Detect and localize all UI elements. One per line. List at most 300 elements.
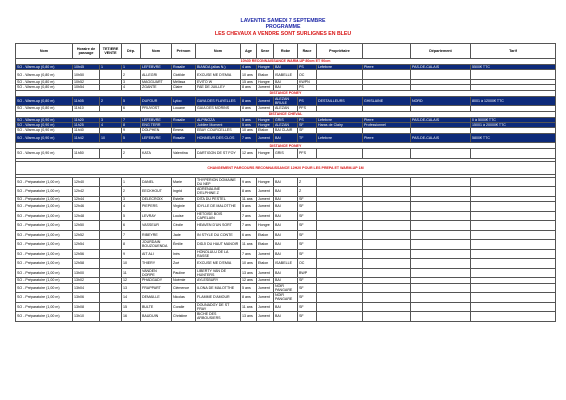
table-cell: 11h20 <box>73 117 100 122</box>
table-cell: Rosalie <box>172 65 196 70</box>
table-cell: 13h08 <box>73 302 100 312</box>
table-cell: Hongre <box>257 122 274 127</box>
table-row <box>16 259 556 269</box>
table-cell <box>411 249 471 259</box>
table-cell: Jument <box>257 249 274 259</box>
table-cell: SF <box>298 211 317 221</box>
table-cell <box>363 202 411 212</box>
table-cell <box>471 149 556 159</box>
table-cell: Hongre <box>257 79 274 84</box>
table-cell: 13 ans <box>241 268 257 278</box>
table-cell: AIT ALI <box>141 249 172 259</box>
table-cell <box>100 302 122 312</box>
table-row-for-sale <box>16 96 556 106</box>
table-cell: PS <box>298 117 317 122</box>
table-row <box>16 149 556 159</box>
table-cell: ALEZAN <box>274 122 298 127</box>
table-cell <box>363 312 411 322</box>
col-header: Tarif <box>471 44 556 59</box>
table-row <box>16 283 556 293</box>
table-cell <box>363 70 411 80</box>
table-cell: Jument <box>257 293 274 303</box>
table-cell: Noémie <box>172 278 196 283</box>
table-row <box>16 202 556 212</box>
table-cell: EXCUSE ME D'EMIA <box>196 70 241 80</box>
table-cell: DITA DU PESTEL <box>196 196 241 201</box>
table-cell <box>411 259 471 269</box>
table-cell: 10h54 <box>73 85 100 90</box>
table-cell: 0 à 5000€ TTC <box>471 117 556 122</box>
table-cell: BAI <box>274 240 298 250</box>
table-cell: Christine <box>172 312 196 322</box>
table-cell: 12h50 <box>73 221 100 231</box>
table-cell <box>411 312 471 322</box>
table-cell: Etalon <box>257 259 274 269</box>
table-cell: SO - Warm-up (0,90 m) <box>16 149 73 159</box>
table-cell: 13h10 <box>73 312 100 322</box>
table-cell: Jument <box>257 278 274 283</box>
col-header: Nom <box>141 44 172 59</box>
table-row <box>16 312 556 322</box>
table-cell: 11 ans <box>241 302 257 312</box>
table-row <box>16 177 556 187</box>
table-cell: SO - Préparatoire (1,00 m) <box>16 202 73 212</box>
col-header: Race <box>298 44 317 59</box>
table-cell: SF <box>298 283 317 293</box>
table-cell: LEFEBVRE <box>141 117 172 122</box>
table-cell: Nicolas <box>172 293 196 303</box>
table-cell: 15001 à 20000€ TTC <box>471 122 556 127</box>
table-cell <box>317 240 363 250</box>
table-cell: Hongre <box>257 65 274 70</box>
table-cell: Lefebvre <box>317 133 363 143</box>
table-cell: Etalon <box>257 128 274 133</box>
table-cell: Pierre <box>363 133 411 143</box>
table-cell: Jument <box>257 202 274 212</box>
table-cell: BAUDUIN <box>141 312 172 322</box>
table-cell: Lyloo <box>172 96 196 106</box>
table-cell: VASSEUR <box>141 221 172 231</box>
table-cell: 8 ans <box>241 106 257 111</box>
table-cell: OC <box>298 259 317 269</box>
table-cell: 12h40 <box>73 177 100 187</box>
table-cell: SO - Warm-up (0,90 m) <box>16 133 73 143</box>
table-cell: BAI <box>274 133 298 143</box>
table-cell: 7 ans <box>241 133 257 143</box>
table-cell: GAYA DES FLAYELLES <box>196 96 241 106</box>
table-cell: 12h46 <box>73 202 100 212</box>
table-cell: 10 <box>100 133 122 143</box>
table-cell <box>317 259 363 269</box>
table-cell: Estelle <box>172 196 196 201</box>
table-cell: 11h10 <box>73 106 100 111</box>
table-cell: THIERY <box>141 259 172 269</box>
table-cell <box>411 240 471 250</box>
col-header: Robe <box>274 44 298 59</box>
table-cell: Mélissa <box>172 79 196 84</box>
table-cell: SO - Préparatoire (1,00 m) <box>16 312 73 322</box>
section-label: 10h30 RECONNAISSANCE WARM-UP 80cm ET 90cm <box>16 59 556 65</box>
table-cell: 11h25 <box>73 122 100 127</box>
table-cell: Jument <box>257 268 274 278</box>
table-cell: ZGANTE <box>141 85 172 90</box>
table-cell <box>317 293 363 303</box>
table-cell: SO - Warm-up (0,80 m) <box>16 96 73 106</box>
table-cell <box>411 293 471 303</box>
section-label: CHANGEMENT PARCOURS RECONNAISSANCE 12H20 POUR LES PREPA ET WARM-UP 1M <box>16 161 556 174</box>
table-cell: BAI <box>274 79 298 84</box>
table-cell: ISABELLE <box>274 70 298 80</box>
table-cell: SO - Préparatoire (1,00 m) <box>16 268 73 278</box>
table-cell: DOUNADGY DE ST FRAY <box>196 302 241 312</box>
table-cell: BAI <box>274 312 298 322</box>
table-cell: DEMAILLE <box>141 293 172 303</box>
table-cell: Jument <box>257 283 274 293</box>
table-cell: DESTAILLEURS <box>317 96 363 106</box>
table-cell: Ingrid <box>172 187 196 197</box>
table-cell: SO - Préparatoire (1,00 m) <box>16 221 73 231</box>
table-cell <box>100 249 122 259</box>
table-cell: 10 <box>122 259 141 269</box>
table-cell <box>100 177 122 187</box>
table-cell: SO - Warm-up (0,80 m) <box>16 65 73 70</box>
table-cell: 3 <box>100 117 122 122</box>
table-cell <box>411 70 471 80</box>
table-cell: 11h50 <box>73 149 100 159</box>
table-cell: ILONA DE MALOTTHE <box>196 283 241 293</box>
table-cell: BAI <box>274 230 298 240</box>
table-cell: 8 <box>122 240 141 250</box>
table-cell <box>471 312 556 322</box>
table-cell: 11h05 <box>73 96 100 106</box>
table-cell <box>100 268 122 278</box>
table-cell <box>363 187 411 197</box>
table-cell: Jument <box>257 211 274 221</box>
table-cell <box>363 177 411 187</box>
table-cell: SO - Warm-up (0,80 m) <box>16 70 73 80</box>
table-cell: BAI <box>274 202 298 212</box>
table-cell: Émilie <box>172 240 196 250</box>
table-row <box>16 268 556 278</box>
table-cell <box>317 177 363 187</box>
table-cell: 12h42 <box>73 187 100 197</box>
table-cell: GHISLAINE <box>363 96 411 106</box>
table-cell: BIANDA (alias N.) <box>196 65 241 70</box>
table-cell: Jument <box>257 96 274 106</box>
col-header: Département <box>411 44 471 59</box>
table-cell: Professionnel <box>363 122 411 127</box>
table-cell: Jument <box>257 187 274 197</box>
table-cell: IDYLLE DE MALOTTHE <box>196 202 241 212</box>
table-cell: Clémence <box>172 283 196 293</box>
table-cell: 13h02 <box>73 278 100 283</box>
col-header: Propriétaire <box>317 44 363 59</box>
table-cell: TF <box>298 133 317 143</box>
table-cell: SO - Préparatoire (1,00 m) <box>16 211 73 221</box>
table-cell <box>411 302 471 312</box>
table-cell: 12 <box>122 278 141 283</box>
table-cell: PIEPERS <box>141 202 172 212</box>
col-header: Sexe <box>257 44 274 59</box>
table-cell <box>363 259 411 269</box>
table-cell: 9 <box>122 249 141 259</box>
table-cell <box>363 283 411 293</box>
table-cell <box>471 202 556 212</box>
table-cell: Emma <box>172 128 196 133</box>
table-cell: 12h58 <box>73 259 100 269</box>
col-header: Nom <box>16 44 73 59</box>
table-header-row <box>16 44 556 59</box>
table-cell: BAI <box>274 187 298 197</box>
table-cell <box>317 211 363 221</box>
table-cell: 1 <box>122 177 141 187</box>
table-cell: ALEZAN <box>274 106 298 111</box>
table-cell: LEFEBVRE <box>141 133 172 143</box>
table-cell <box>363 293 411 303</box>
table-cell: LIBERTY VAN DE HUNTERS <box>196 268 241 278</box>
table-cell: HONOLULU DE LA RASSE <box>196 249 241 259</box>
table-cell: Lefebvre <box>317 117 363 122</box>
col-header: Horaire de passage <box>73 44 100 59</box>
table-cell: 15 <box>122 302 141 312</box>
table-cell: 9 ans <box>241 177 257 187</box>
table-cell: PS <box>298 96 317 106</box>
table-cell: HETOISE BOIS CAPELAIN <box>196 211 241 221</box>
table-cell <box>411 221 471 231</box>
table-cell: Valentina <box>172 149 196 159</box>
table-cell <box>411 230 471 240</box>
table-cell: Hongre <box>257 177 274 187</box>
table-cell: 8 ans <box>241 187 257 197</box>
table-cell: 7 ans <box>241 211 257 221</box>
table-cell: 12h56 <box>73 249 100 259</box>
table-cell: Jument <box>257 196 274 201</box>
table-cell <box>317 149 363 159</box>
section-label: DISTANCE PONEY <box>16 143 556 149</box>
table-cell: 3 <box>122 79 141 84</box>
table-cell: 12h52 <box>73 230 100 240</box>
table-cell: DELECROIX <box>141 196 172 201</box>
table-cell: 2 <box>122 187 141 197</box>
table-cell: 5 <box>122 133 141 143</box>
table-cell: PS <box>298 65 317 70</box>
event-title: LAVENTIE SAMEDI 7 SEPTEMBRE <box>240 18 326 24</box>
table-cell <box>100 211 122 221</box>
table-row <box>16 249 556 259</box>
col-header: TETIERE VENTE <box>100 44 122 59</box>
table-cell: 8001 à 12000€ TTC <box>471 96 556 106</box>
table-cell: 5 <box>122 96 141 106</box>
table-cell: 7 <box>122 117 141 122</box>
table-cell: SF <box>298 312 317 322</box>
table-cell <box>471 70 556 80</box>
table-cell: PAS-DE-CALAIS <box>411 133 471 143</box>
table-row <box>16 70 556 80</box>
table-cell: 6 <box>122 221 141 231</box>
table-cell: Clotilde <box>172 70 196 80</box>
table-cell: EECKHOUT <box>141 187 172 197</box>
table-cell: SO - Warm-up (0,80 m) <box>16 106 73 111</box>
table-cell: 1 <box>100 65 122 70</box>
table-cell: 7 ans <box>241 221 257 231</box>
table-cell <box>411 211 471 221</box>
table-cell: SF <box>298 240 317 250</box>
table-cell: 16 <box>122 312 141 322</box>
table-cell <box>100 187 122 197</box>
table-cell: 5 ans <box>241 122 257 127</box>
table-cell: 11 <box>122 268 141 278</box>
table-cell <box>317 230 363 240</box>
table-cell: Louane <box>172 106 196 111</box>
table-cell: 5800€ TTC <box>471 133 556 143</box>
table-cell: Hongre <box>257 149 274 159</box>
table-cell: 8 ans <box>241 96 257 106</box>
table-cell: EBAY COURCELLES <box>196 128 241 133</box>
table-row <box>16 230 556 240</box>
table-cell <box>363 211 411 221</box>
col-header: Nom <box>196 44 241 59</box>
table-cell: MAGGUART <box>141 79 172 84</box>
table-cell <box>363 221 411 231</box>
table-cell: 12 ans <box>241 149 257 159</box>
table-cell: SO - Préparatoire (1,00 m) <box>16 283 73 293</box>
table-cell: 5 <box>122 211 141 221</box>
table-cell: SF <box>298 202 317 212</box>
table-cell: BAI <box>274 221 298 231</box>
table-cell: PS <box>298 85 317 90</box>
table-cell: Marie <box>172 177 196 187</box>
table-cell: 5 ans <box>241 283 257 293</box>
table-cell: BAI <box>274 249 298 259</box>
table-cell: ENG TERR <box>141 122 172 127</box>
table-cell: 7 <box>122 230 141 240</box>
table-cell: BAI <box>274 65 298 70</box>
table-cell: KATA <box>141 149 172 159</box>
table-cell: 8 ans <box>241 85 257 90</box>
table-cell <box>100 149 122 159</box>
table-cell: 5500€ TTC <box>471 65 556 70</box>
table-cell <box>471 268 556 278</box>
table-cell: GRIS <box>274 149 298 159</box>
table-cell <box>363 249 411 259</box>
table-cell: Haras de Clairy <box>317 122 363 127</box>
table-cell: NOIR PANGARE <box>274 293 298 303</box>
col-header: Age <box>241 44 257 59</box>
table-cell: Jument <box>257 302 274 312</box>
table-cell: Jument <box>257 85 274 90</box>
table-cell: Hongre <box>257 117 274 122</box>
table-cell: EVITO W <box>196 79 241 84</box>
table-cell: BAI <box>274 268 298 278</box>
table-cell: Inès <box>172 249 196 259</box>
table-cell: SO - Préparatoire (1,00 m) <box>16 278 73 283</box>
table-cell: THYPERION DOMAINE DU NEP <box>196 177 241 187</box>
table-cell: 14 <box>122 293 141 303</box>
table-cell: 13h04 <box>73 283 100 293</box>
table-cell: 10h45 <box>73 65 100 70</box>
table-cell: NOIR PANGARE <box>274 283 298 293</box>
table-cell: PFS <box>298 149 317 159</box>
table-cell: SF <box>298 278 317 283</box>
table-cell: PHADGADY <box>141 278 172 283</box>
table-cell: SF <box>298 221 317 231</box>
col-header <box>363 44 411 59</box>
table-cell: JOURDAIN BOUZOUENDA <box>141 240 172 250</box>
table-cell: FRAPPART <box>141 283 172 293</box>
table-cell: 15 ans <box>241 79 257 84</box>
table-cell: 6 <box>122 106 141 111</box>
table-cell: AYLESBURY <box>196 278 241 283</box>
table-cell: SO - Préparatoire (1,00 m) <box>16 240 73 250</box>
table-cell: 6 ans <box>241 230 257 240</box>
table-cell <box>100 259 122 269</box>
table-cell: DANEL <box>141 177 172 187</box>
table-cell: KWPN <box>298 79 317 84</box>
table-cell: SF <box>298 230 317 240</box>
table-cell <box>471 230 556 240</box>
table-cell <box>471 187 556 197</box>
section-row <box>16 161 556 174</box>
table-cell <box>471 302 556 312</box>
table-cell: ISABELLE <box>274 259 298 269</box>
table-cell: 12h44 <box>73 196 100 201</box>
table-cell: Rosalie <box>172 117 196 122</box>
table-cell: ALLEGRI <box>141 70 172 80</box>
table-cell: Rosalie <box>172 133 196 143</box>
table-cell: GRIS <box>274 117 298 122</box>
table-cell: 2 <box>100 96 122 106</box>
table-cell: Cécile <box>172 221 196 231</box>
table-cell: SF <box>298 293 317 303</box>
table-cell: 9 <box>122 128 141 133</box>
table-cell: FLAMME D'AMOUR <box>196 293 241 303</box>
table-cell: SO - Préparatoire (1,00 m) <box>16 187 73 197</box>
table-cell: NORD <box>411 96 471 106</box>
table-cell: 13 <box>122 283 141 293</box>
table-row-for-sale <box>16 133 556 143</box>
table-cell: DOLPHEN <box>141 128 172 133</box>
table-cell: IN STYLE DU CONTE <box>196 230 241 240</box>
table-cell: SO - Préparatoire (1,00 m) <box>16 302 73 312</box>
table-cell: ALEZAN BRULE <box>274 96 298 106</box>
table-cell: Pierre <box>363 65 411 70</box>
table-cell <box>100 293 122 303</box>
table-cell <box>471 283 556 293</box>
table-cell: Hongre <box>257 221 274 231</box>
table-cell <box>411 202 471 212</box>
table-cell: 4 <box>100 122 122 127</box>
section-label: DISTANCE PONEY <box>16 90 556 96</box>
table-row <box>16 211 556 221</box>
table-cell: SO - Préparatoire (1,00 m) <box>16 196 73 201</box>
table-cell <box>317 202 363 212</box>
table-cell <box>471 240 556 250</box>
table-cell: BULTE <box>141 302 172 312</box>
table-cell: 2 <box>122 149 141 159</box>
table-cell: Zoé <box>172 259 196 269</box>
table-cell: 12h48 <box>73 211 100 221</box>
table-cell <box>363 230 411 240</box>
table-cell: Lefebvre <box>317 65 363 70</box>
table-cell: BAI CLAIR <box>274 128 298 133</box>
table-cell: SO - Préparatoire (1,00 m) <box>16 293 73 303</box>
table-cell: 8 <box>122 122 141 127</box>
table-cell: EXCUSE ME D'EMIA <box>196 259 241 269</box>
table-cell <box>317 187 363 197</box>
col-header: Dép. <box>122 44 141 59</box>
table-cell: 13h06 <box>73 293 100 303</box>
table-cell: SF <box>298 302 317 312</box>
